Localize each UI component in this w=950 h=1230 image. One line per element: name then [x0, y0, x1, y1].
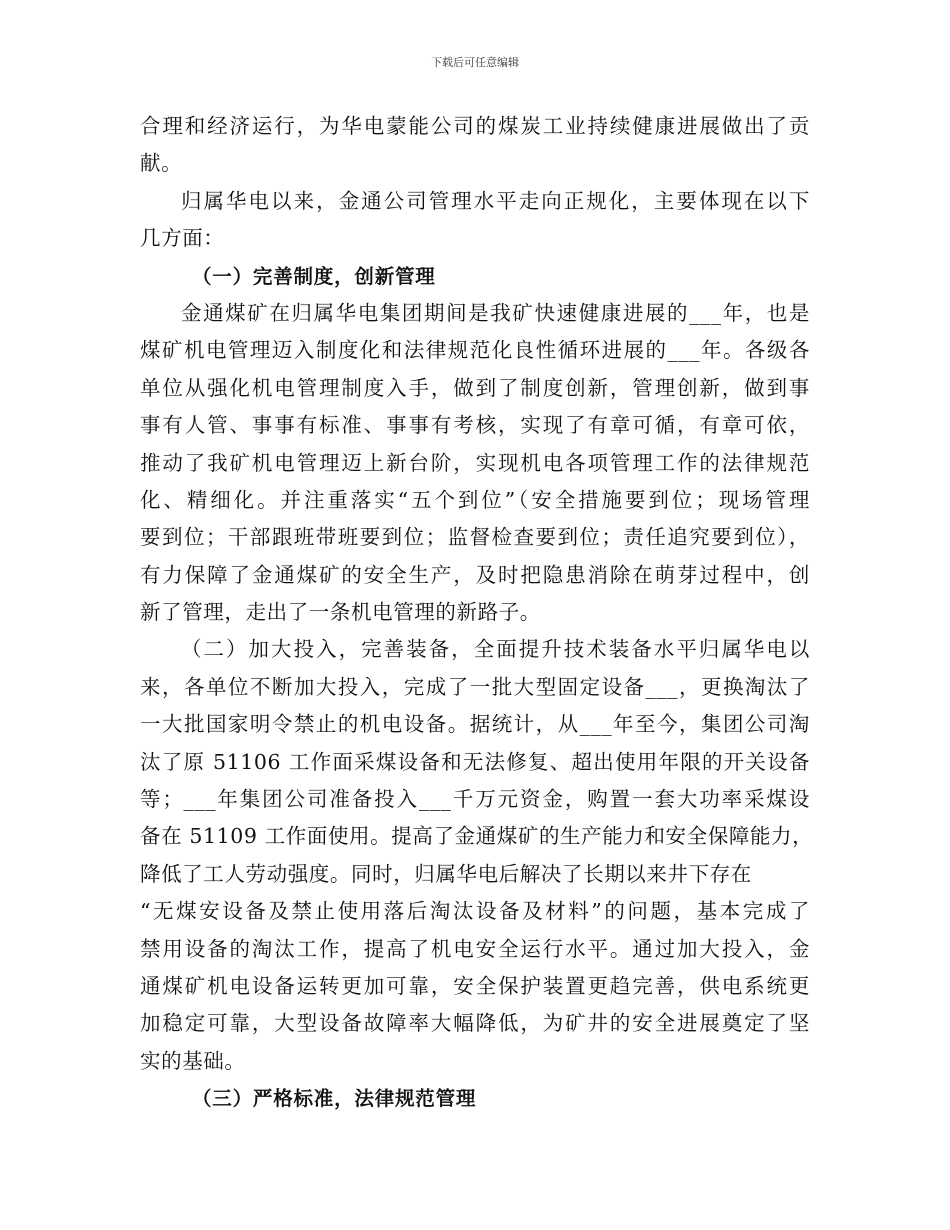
- paragraph-line: 金通煤矿在归属华电集团期间是我矿快速健康进展的___年，也是: [181, 300, 810, 325]
- paragraph-line: 归属华电以来，金通公司管理水平走向正规化，主要体现在以下: [181, 188, 810, 213]
- paragraph-line: 汰了原 51106 工作面采煤设备和无法修复、超出使用年限的开关设备: [140, 749, 810, 774]
- paragraph-line: （二）加大投入，完善装备，全面提升技术装备水平归属华电以: [181, 637, 810, 662]
- page-header: 下载后可任意编辑: [431, 56, 519, 69]
- paragraph-line: 煤矿机电管理迈入制度化和法律规范化良性循环进展的___年。各级各: [140, 338, 810, 363]
- paragraph-line: 推动了我矿机电管理迈上新台阶，实现机电各项管理工作的法律规范: [140, 450, 810, 475]
- paragraph-line: 备在 51109 工作面使用。提高了金通煤矿的生产能力和安全保障能力，: [140, 824, 814, 849]
- paragraph-line: 降低了工人劳动强度。同时，归属华电后解决了长期以来井下存在: [140, 861, 752, 886]
- paragraph-line: 新了管理，走出了一条机电管理的新路子。: [140, 600, 541, 625]
- section-heading: （三）严格标准，法律规范管理: [192, 1087, 477, 1111]
- paragraph-line: 有力保障了金通煤矿的安全生产，及时把隐患消除在萌芽过程中，创: [140, 562, 810, 587]
- paragraph-line: 实的基础。: [140, 1048, 246, 1073]
- paragraph-line: 合理和经济运行，为华电蒙能公司的煤炭工业持续健康进展做出了贡: [140, 114, 810, 138]
- paragraph-line: 要到位；干部跟班带班要到位；监督检查要到位；责任追究要到位），: [140, 525, 810, 550]
- paragraph-line: 加稳定可靠，大型设备故障率大幅降低，为矿井的安全进展奠定了坚: [140, 1011, 810, 1036]
- paragraph-line: 等；___年集团公司准备投入___千万元资金，购置一套大功率采煤设: [140, 787, 810, 812]
- paragraph-line: 事有人管、事事有标准、事事有考核，实现了有章可循，有章可依，: [140, 413, 810, 438]
- paragraph-line: 禁用设备的淘汰工作，提高了机电安全运行水平。通过加大投入，金: [140, 936, 810, 961]
- paragraph-line: 来，各单位不断加大投入，完成了一批大型固定设备___，更换淘汰了: [140, 674, 810, 699]
- document-body: [140, 108, 814, 1118]
- paragraph-line: 几方面：: [140, 226, 225, 251]
- paragraph-line: “无煤安设备及禁止使用落后淘汰设备及材料”的问题，基本完成了: [140, 899, 810, 924]
- paragraph-line: 献。: [140, 151, 183, 176]
- paragraph-line: 一大批国家明令禁止的机电设备。据统计，从___年至今，集团公司淘: [140, 712, 810, 737]
- paragraph-line: 通煤矿机电设备运转更加可靠，安全保护装置更趋完善，供电系统更: [140, 973, 810, 998]
- section-heading: （一）完善制度，创新管理: [192, 264, 436, 288]
- paragraph-line: 单位从强化机电管理制度入手，做到了制度创新，管理创新，做到事: [140, 375, 810, 400]
- paragraph-line: 化、精细化。并注重落实“五个到位”（安全措施要到位；现场管理: [140, 487, 810, 512]
